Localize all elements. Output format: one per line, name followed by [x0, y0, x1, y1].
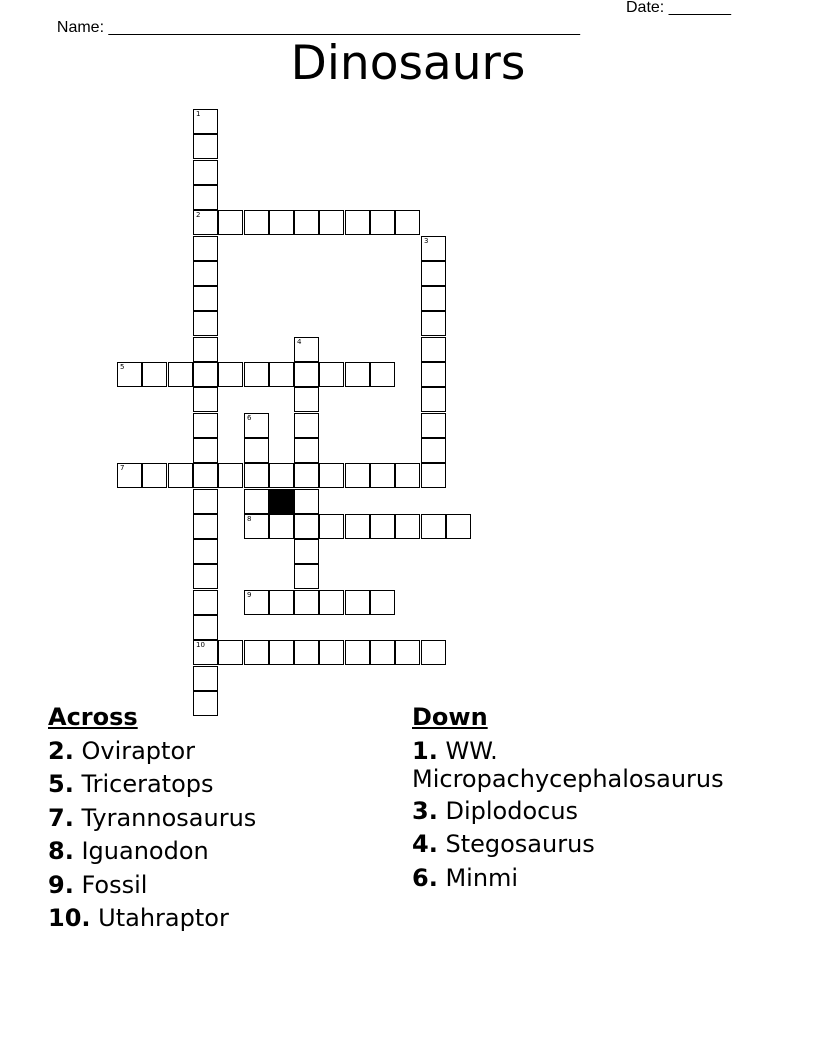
- grid-cell[interactable]: [421, 514, 446, 539]
- grid-cell[interactable]: [193, 261, 218, 286]
- grid-cell[interactable]: [319, 210, 344, 235]
- grid-cell[interactable]: [421, 387, 446, 412]
- grid-cell[interactable]: [370, 362, 395, 387]
- grid-cell[interactable]: [294, 362, 319, 387]
- grid-cell[interactable]: [269, 463, 294, 488]
- down-clue-3: [412, 795, 752, 829]
- grid-cell[interactable]: [319, 640, 344, 665]
- clue-number-label: 6: [247, 414, 252, 422]
- grid-cell[interactable]: [421, 438, 446, 463]
- clue-text: Triceratops: [81, 770, 214, 798]
- clue-text: Fossil: [81, 870, 148, 899]
- grid-cell[interactable]: [193, 666, 218, 691]
- clue-number: 7.: [48, 803, 74, 832]
- grid-cell[interactable]: [294, 337, 319, 362]
- grid-cell[interactable]: [168, 362, 193, 387]
- grid-cell[interactable]: [370, 640, 395, 665]
- grid-cell[interactable]: [421, 337, 446, 362]
- grid-cell[interactable]: [193, 311, 218, 336]
- grid-cell[interactable]: [193, 134, 218, 159]
- grid-cell[interactable]: [421, 413, 446, 438]
- grid-cell[interactable]: [294, 514, 319, 539]
- grid-cell[interactable]: [117, 362, 142, 387]
- grid-cell[interactable]: [193, 160, 218, 185]
- clue-number: 5.: [48, 770, 74, 798]
- grid-cell[interactable]: [142, 362, 167, 387]
- clue-number: 10.: [48, 904, 91, 932]
- grid-cell[interactable]: [193, 109, 218, 134]
- clue-number: 4.: [412, 830, 438, 858]
- grid-cell[interactable]: [193, 286, 218, 311]
- grid-cell[interactable]: [319, 463, 344, 488]
- grid-cell[interactable]: [244, 590, 269, 615]
- grid-cell[interactable]: [218, 463, 243, 488]
- across-clue-9: [48, 869, 398, 903]
- grid-cell[interactable]: [345, 210, 370, 235]
- grid-cell[interactable]: [395, 514, 420, 539]
- grid-cell[interactable]: [269, 640, 294, 665]
- clue-number-label: 10: [196, 641, 205, 649]
- grid-cell[interactable]: [421, 463, 446, 488]
- grid-cell[interactable]: [421, 261, 446, 286]
- across-heading: Across: [48, 703, 138, 731]
- across-clue-8: [48, 835, 398, 869]
- grid-cell[interactable]: [193, 514, 218, 539]
- grid-cell[interactable]: [244, 489, 269, 514]
- grid-cell[interactable]: [269, 514, 294, 539]
- grid-cell[interactable]: [319, 590, 344, 615]
- grid-cell[interactable]: [193, 640, 218, 665]
- across-clues: [48, 701, 398, 936]
- grid-cell[interactable]: [345, 463, 370, 488]
- clue-number-label: 3: [424, 237, 429, 245]
- grid-cell[interactable]: [193, 413, 218, 438]
- clue-number-label: 2: [196, 211, 201, 219]
- grid-cell[interactable]: [319, 514, 344, 539]
- grid-cell[interactable]: [193, 185, 218, 210]
- grid-cell[interactable]: [294, 463, 319, 488]
- grid-cell[interactable]: [193, 337, 218, 362]
- down-clues: [412, 701, 752, 895]
- grid-cell[interactable]: [370, 590, 395, 615]
- grid-cell[interactable]: [193, 236, 218, 261]
- grid-cell[interactable]: [345, 640, 370, 665]
- grid-cell[interactable]: [345, 362, 370, 387]
- grid-cell[interactable]: [345, 590, 370, 615]
- down-heading: Down: [412, 703, 488, 731]
- clue-number-label: 5: [120, 363, 125, 371]
- grid-cell[interactable]: [269, 362, 294, 387]
- grid-cell[interactable]: [244, 210, 269, 235]
- clue-number: 6.: [412, 863, 438, 892]
- clue-number: 2.: [48, 736, 74, 765]
- clue-text: Utahraptor: [98, 904, 229, 932]
- clue-number-label: 7: [120, 464, 125, 472]
- grid-cell[interactable]: [421, 236, 446, 261]
- down-clue-4: [412, 828, 752, 862]
- grid-cell[interactable]: [421, 362, 446, 387]
- across-clue-7: [48, 802, 398, 836]
- grid-cell[interactable]: [193, 590, 218, 615]
- grid-cell[interactable]: [193, 615, 218, 640]
- across-clue-10: [48, 902, 398, 936]
- grid-cell[interactable]: [168, 463, 193, 488]
- grid-cell[interactable]: [370, 210, 395, 235]
- grid-cell[interactable]: [244, 413, 269, 438]
- grid-cell[interactable]: [218, 640, 243, 665]
- clue-number-label: 9: [247, 591, 252, 599]
- grid-cell[interactable]: [294, 210, 319, 235]
- grid-cell[interactable]: [244, 463, 269, 488]
- grid-cell[interactable]: [193, 210, 218, 235]
- grid-cell[interactable]: [142, 463, 167, 488]
- across-clue-2: [48, 735, 398, 769]
- grid-cell[interactable]: [294, 387, 319, 412]
- grid-cell[interactable]: [421, 640, 446, 665]
- clue-text: Iguanodon: [81, 837, 209, 865]
- clue-number: 9.: [48, 870, 74, 899]
- grid-cell[interactable]: [193, 489, 218, 514]
- grid-cell[interactable]: [421, 286, 446, 311]
- clue-number-label: 1: [196, 110, 201, 118]
- clue-number: 8.: [48, 837, 74, 865]
- clue-text: WW. Micropachycephalosaurus: [412, 736, 724, 793]
- grid-cell[interactable]: [193, 362, 218, 387]
- grid-cell[interactable]: [421, 311, 446, 336]
- grid-cell[interactable]: [294, 564, 319, 589]
- grid-cell[interactable]: [294, 640, 319, 665]
- grid-cell[interactable]: [294, 489, 319, 514]
- grid-cell[interactable]: [395, 210, 420, 235]
- grid-cell[interactable]: [446, 514, 471, 539]
- clue-text: Minmi: [445, 863, 519, 892]
- grid-cell[interactable]: [370, 514, 395, 539]
- grid-cell[interactable]: [244, 514, 269, 539]
- across-clue-5: [48, 768, 398, 802]
- grid-cell[interactable]: [294, 590, 319, 615]
- grid-cell[interactable]: [193, 438, 218, 463]
- name-field-label: Name: _____________________________________________________: [56, 19, 581, 36]
- grid-cell[interactable]: [370, 463, 395, 488]
- clue-text: Tyrannosaurus: [81, 803, 257, 832]
- grid-cell[interactable]: [319, 362, 344, 387]
- grid-cell[interactable]: [244, 438, 269, 463]
- grid-cell[interactable]: [218, 210, 243, 235]
- clue-number: 3.: [412, 796, 438, 825]
- grid-cell[interactable]: [193, 463, 218, 488]
- grid-cell[interactable]: [193, 539, 218, 564]
- grid-cell[interactable]: [193, 564, 218, 589]
- grid-cell[interactable]: [345, 514, 370, 539]
- clue-text: Diplodocus: [445, 796, 579, 825]
- grid-cell[interactable]: [244, 640, 269, 665]
- grid-cell[interactable]: [269, 210, 294, 235]
- grid-cell[interactable]: [117, 463, 142, 488]
- page-title: Dinosaurs: [290, 36, 526, 91]
- clue-text: Oviraptor: [81, 736, 195, 765]
- clue-number-label: 4: [297, 338, 302, 346]
- down-clue-6: [412, 862, 752, 896]
- grid-cell[interactable]: [269, 590, 294, 615]
- clue-text: Stegosaurus: [445, 830, 595, 858]
- clue-number-label: 8: [247, 515, 252, 523]
- grid-cell[interactable]: [294, 438, 319, 463]
- down-clue-1: [412, 735, 752, 795]
- date-field-label: Date: _______: [626, 0, 731, 16]
- grid-cell[interactable]: [244, 362, 269, 387]
- grid-cell[interactable]: [294, 539, 319, 564]
- clue-number: 1.: [412, 736, 438, 765]
- grid-cell[interactable]: [395, 640, 420, 665]
- grid-cell[interactable]: [218, 362, 243, 387]
- grid-cell[interactable]: [294, 413, 319, 438]
- grid-cell[interactable]: [193, 387, 218, 412]
- black-cell: [269, 489, 294, 514]
- grid-cell[interactable]: [395, 463, 420, 488]
